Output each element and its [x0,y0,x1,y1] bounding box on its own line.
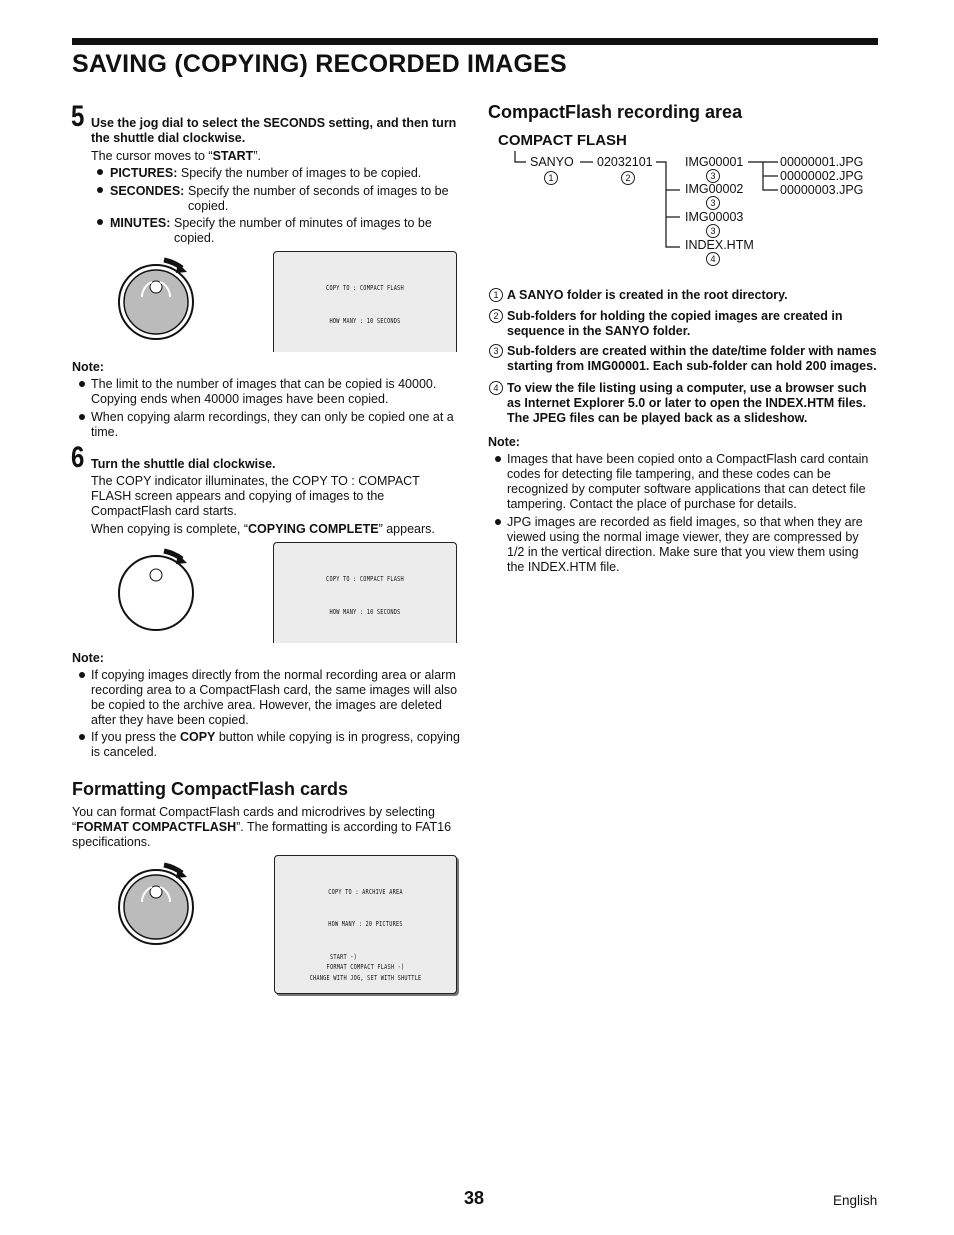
header-rule [72,38,878,45]
marker-1: 1 [544,171,558,185]
note-item: JPG images are recorded as field images, so that when they are viewed using the normal image viewer, they are compressed by 1/2 in the vertical direction. Make sure that you view them using the INDEX.HTM file. [507,515,863,574]
page-title: SAVING (COPYING) RECORDED IMAGES [72,50,567,78]
note-heading: Note: [72,360,104,374]
screen-line: FORMAT COMPACT FLASH -) [326,963,405,971]
tree-node: SANYO [530,155,574,169]
tree-node: IMG00001 [685,155,744,169]
list-item-text: Specify the number of seconds of images to be copied. [188,184,449,213]
note-item: Images that have been copied onto a CompactFlash card contain codes for detecting file tampering, and these codes can be recognized by computer software applications that can detect file tampering. Contact the place of purchase for details. [507,452,869,511]
monitor-screen [274,855,457,994]
bullet [79,414,85,420]
jog-shuttle-dial-icon [112,252,222,352]
tree-node: 00000001.JPG [780,155,864,169]
list-item-label: MINUTES: [110,216,171,230]
note-item: If you press the COPY button while copying is in progress, copying is canceled. [91,730,460,759]
bullet [495,519,501,525]
jog-shuttle-dial-icon [112,857,222,957]
point-text: To view the file listing using a computer, use a browser such as Internet Explorer 5.0 or later to open the INDEX.HTM files. The JPEG files can be played back as a slideshow. [507,381,867,425]
note-item: If copying images directly from the normal recording area or alarm recording area to a CompactFlash card, the same images will also be copied to the archive area. However, the images are deleted after they have been copied. [91,668,458,727]
tree-node: INDEX.HTM [685,238,754,252]
list-item-label: SECONDES: [110,184,185,198]
folder-tree-diagram [488,130,878,270]
point-marker: 2 [489,309,503,323]
step-text: When copying is complete, “COPYING COMPLETE” appears. [91,522,435,536]
point-marker: 1 [489,288,503,302]
screen-line: START -) [329,953,358,961]
marker-3: 3 [706,224,720,238]
marker-2: 2 [621,171,635,185]
point-marker: 4 [489,381,503,395]
marker-4: 4 [706,252,720,266]
screen-line: COPY TO : COMPACT FLASH [326,284,404,292]
tree-node: 00000002.JPG [780,169,864,183]
marker-3: 3 [706,169,720,183]
screen-line: COPY TO : ARCHIVE AREA [328,888,403,896]
note-heading: Note: [488,435,520,449]
screen-line: HOW MANY : 10 SECONDS [329,608,401,616]
point-marker: 3 [489,344,503,358]
point-text: A SANYO folder is created in the root directory. [507,288,788,302]
list-item-text: Specify the number of minutes of images to be copied. [174,216,432,245]
bullet [97,187,103,193]
tree-node: IMG00002 [685,182,744,196]
bullet [97,219,103,225]
monitor-screen [273,542,457,643]
note-item: When copying alarm recordings, they can only be copied one at a time. [91,410,454,439]
note-item: The limit to the number of images that can be copied is 40000. Copying ends when 40000 images have been copied. [91,377,437,406]
shuttle-dial-icon [112,543,222,643]
point-text: Sub-folders for holding the copied images are created in sequence in the SANYO folder. [507,309,843,338]
tree-root-label: COMPACT FLASH [498,132,627,149]
tree-node: IMG00003 [685,210,744,224]
note-heading: Note: [72,651,104,665]
bullet [79,734,85,740]
point-text: Sub-folders are created within the date/time folder with names starting from IMG00001. Each sub-folder can hold 200 images. [507,344,877,373]
tree-node: 02032101 [597,155,653,169]
language-label: English [833,1193,878,1208]
bullet [97,169,103,175]
tree-lines [488,130,878,270]
page-number: 38 [464,1188,485,1208]
screen-line: CHANGE WITH JOG, SET WITH SHUTTLE [309,974,422,982]
section-text: You can format CompactFlash cards and microdrives by selecting “FORMAT COMPACTFLASH”. The formatting is according to FAT16 specifications. [72,805,452,849]
bullet [495,456,501,462]
step-instruction: Use the jog dial to select the SECONDS setting, and then turn the shuttle dial clockwise. [91,116,457,145]
step-number: 6 [71,441,85,474]
tree-node: 00000003.JPG [780,183,864,197]
step-instruction: Turn the shuttle dial clockwise. [91,457,276,471]
screen-line: COPY TO : COMPACT FLASH [326,575,404,583]
screen-line: HOW MANY : 10 SECONDS [329,317,401,325]
section-heading: CompactFlash recording area [488,102,743,122]
bullet [79,672,85,678]
step-text: The COPY indicator illuminates, the COPY TO : COMPACT FLASH screen appears and copying of images to the CompactFlash card starts. [91,474,420,518]
section-heading: Formatting CompactFlash cards [72,779,349,799]
screen-line: HOW MANY : 20 PICTURES [328,920,403,928]
list-item: PICTURES: Specify the number of images to be copied. [110,166,422,180]
cursor-text: The cursor moves to “START”. [91,149,261,163]
bullet [79,381,85,387]
marker-3: 3 [706,196,720,210]
monitor-screen [273,251,457,352]
step-number: 5 [71,100,85,133]
